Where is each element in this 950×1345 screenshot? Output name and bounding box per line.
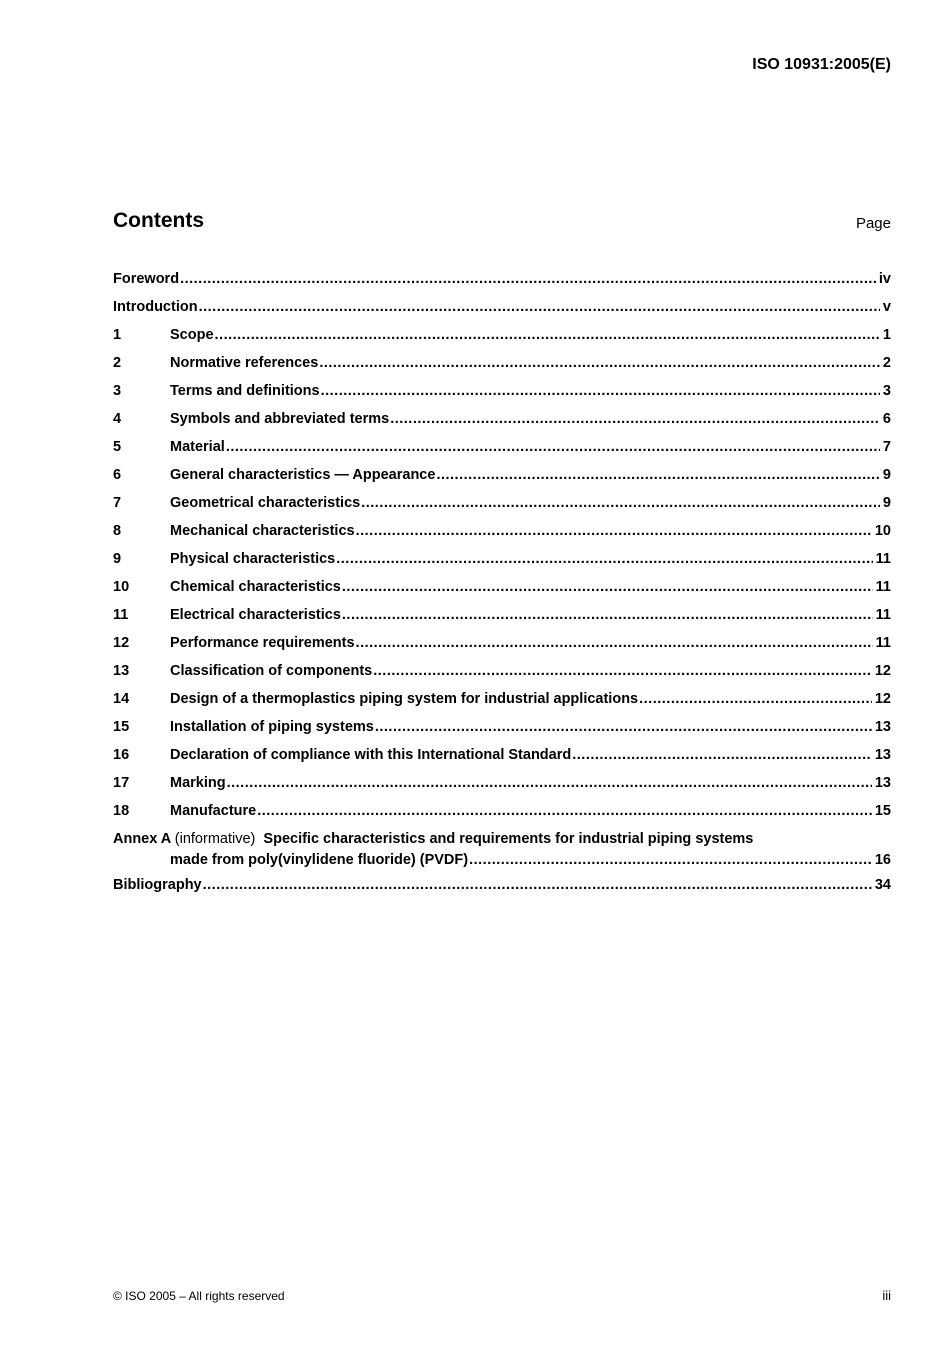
- toc-entry-page: 9: [882, 495, 891, 511]
- toc-entry-number: 5: [113, 433, 121, 461]
- toc-entry[interactable]: [113, 461, 891, 489]
- toc-entry-bibliography[interactable]: [113, 871, 891, 899]
- toc-entry-number: 13: [113, 657, 129, 685]
- toc-entry-page: 11: [875, 551, 891, 567]
- toc-entry-label: Manufacture: [170, 803, 257, 819]
- toc-entry-page: 12: [874, 663, 891, 679]
- toc-entry-number: 6: [113, 461, 121, 489]
- toc-entry-label: Terms and definitions: [170, 383, 320, 399]
- toc-entry-page: 6: [882, 411, 891, 427]
- toc-entry-page: 13: [874, 747, 891, 763]
- toc-entry-label: Geometrical characteristics: [170, 495, 361, 511]
- table-of-contents: [113, 265, 891, 899]
- toc-entry[interactable]: [113, 349, 891, 377]
- toc-entry-number: 12: [113, 629, 129, 657]
- toc-entry-label: Foreword: [113, 271, 180, 287]
- dot-leader: [373, 657, 872, 685]
- dot-leader: [342, 601, 873, 629]
- dot-leader: [215, 321, 880, 349]
- dot-leader: [390, 405, 880, 433]
- dot-leader: [227, 769, 872, 797]
- toc-entry-number: 15: [113, 713, 129, 741]
- page-column-header: Page: [855, 215, 891, 232]
- toc-entry[interactable]: [113, 321, 891, 349]
- document-id: ISO 10931:2005(E): [752, 56, 891, 73]
- toc-entry[interactable]: [113, 377, 891, 405]
- dot-leader: [356, 517, 872, 545]
- toc-entry-number: 9: [113, 545, 121, 573]
- toc-entry[interactable]: [113, 545, 891, 573]
- toc-entry[interactable]: [113, 797, 891, 825]
- toc-entry-introduction[interactable]: [113, 293, 891, 321]
- toc-entry-page: v: [882, 299, 891, 315]
- toc-entry-number: 11: [113, 601, 128, 629]
- toc-entry-foreword[interactable]: [113, 265, 891, 293]
- toc-entry[interactable]: [113, 517, 891, 545]
- dot-leader: [469, 849, 872, 871]
- toc-entry[interactable]: [113, 601, 891, 629]
- toc-entry-page: 7: [882, 439, 891, 455]
- toc-entry-number: 17: [113, 769, 129, 797]
- toc-entry-number: 18: [113, 797, 129, 825]
- toc-entry-page: 3: [882, 383, 891, 399]
- toc-entry-label: Installation of piping systems: [170, 719, 374, 735]
- toc-entry-number: 10: [113, 573, 129, 601]
- toc-entry-page: 34: [874, 877, 891, 893]
- toc-entry-label: Symbols and abbreviated terms: [170, 411, 390, 427]
- dot-leader: [226, 433, 880, 461]
- toc-entry-number: 3: [113, 377, 121, 405]
- toc-entry[interactable]: [113, 685, 891, 713]
- toc-entry-page: 13: [874, 775, 891, 791]
- toc-entry-number: 1: [113, 321, 121, 349]
- toc-entry-page: 16: [874, 852, 891, 868]
- dot-leader: [342, 573, 873, 601]
- dot-leader: [257, 797, 872, 825]
- toc-entry-label: Bibliography: [113, 877, 202, 893]
- toc-entry-label: Physical characteristics: [170, 551, 336, 567]
- dot-leader: [436, 461, 879, 489]
- toc-entry-number: 7: [113, 489, 121, 517]
- toc-entry[interactable]: [113, 741, 891, 769]
- toc-entry-page: 15: [874, 803, 891, 819]
- toc-entry-page: 9: [882, 467, 891, 483]
- toc-entry-label: Material: [170, 439, 225, 455]
- toc-entry-label: Mechanical characteristics: [170, 523, 355, 539]
- toc-entry-label: Electrical characteristics: [170, 607, 341, 623]
- toc-entry-label: Normative references: [170, 355, 319, 371]
- dot-leader: [203, 871, 872, 899]
- toc-entry-page: 11: [875, 607, 891, 623]
- dot-leader: [356, 629, 873, 657]
- dot-leader: [572, 741, 872, 769]
- toc-entry-label: Declaration of compliance with this International Standard: [170, 747, 572, 763]
- toc-entry-label: Marking: [170, 775, 226, 791]
- toc-entry-page: 11: [875, 635, 891, 651]
- annex-type: (informative): [174, 831, 256, 847]
- toc-entry-label: Scope: [170, 327, 214, 343]
- annex-title-line2: made from poly(vinylidene fluoride) (PVDF): [170, 852, 469, 868]
- toc-entry[interactable]: [113, 573, 891, 601]
- dot-leader: [319, 349, 880, 377]
- toc-entry-number: 14: [113, 685, 129, 713]
- toc-entry-page: 2: [882, 355, 891, 371]
- toc-entry-label: Design of a thermoplastics piping system for industrial applications: [170, 691, 639, 707]
- toc-entry-label: Chemical characteristics: [170, 579, 341, 595]
- toc-entry-annex-a[interactable]: [113, 829, 891, 871]
- annex-title-line1: Specific characteristics and requirements for industrial piping systems: [263, 831, 754, 847]
- toc-entry-page: 13: [874, 719, 891, 735]
- toc-entry-page: 11: [875, 579, 891, 595]
- toc-entry-number: 4: [113, 405, 121, 433]
- toc-entry-label: Classification of components: [170, 663, 373, 679]
- toc-entry-number: 2: [113, 349, 121, 377]
- dot-leader: [321, 377, 880, 405]
- toc-entry-label: Performance requirements: [170, 635, 355, 651]
- footer-page-number: iii: [882, 1288, 891, 1303]
- contents-title: Contents: [113, 209, 204, 232]
- toc-entry[interactable]: [113, 629, 891, 657]
- toc-entry[interactable]: [113, 657, 891, 685]
- toc-entry[interactable]: [113, 489, 891, 517]
- toc-entry[interactable]: [113, 769, 891, 797]
- toc-entry[interactable]: [113, 713, 891, 741]
- toc-entry-page: 10: [874, 523, 891, 539]
- dot-leader: [199, 293, 880, 321]
- dot-leader: [336, 545, 872, 573]
- toc-entry[interactable]: [113, 405, 891, 433]
- dot-leader: [361, 489, 880, 517]
- dot-leader: [375, 713, 872, 741]
- dot-leader: [180, 265, 876, 293]
- toc-entry-page: 1: [882, 327, 891, 343]
- annex-prefix: Annex A: [113, 831, 171, 847]
- toc-entry-page: iv: [878, 271, 891, 287]
- toc-entry[interactable]: [113, 433, 891, 461]
- footer-copyright: © ISO 2005 – All rights reserved: [113, 1289, 285, 1303]
- toc-entry-page: 12: [874, 691, 891, 707]
- dot-leader: [639, 685, 872, 713]
- toc-entry-number: 8: [113, 517, 121, 545]
- toc-entry-number: 16: [113, 741, 129, 769]
- toc-entry-label: Introduction: [113, 299, 198, 315]
- toc-entry-label: General characteristics — Appearance: [170, 467, 436, 483]
